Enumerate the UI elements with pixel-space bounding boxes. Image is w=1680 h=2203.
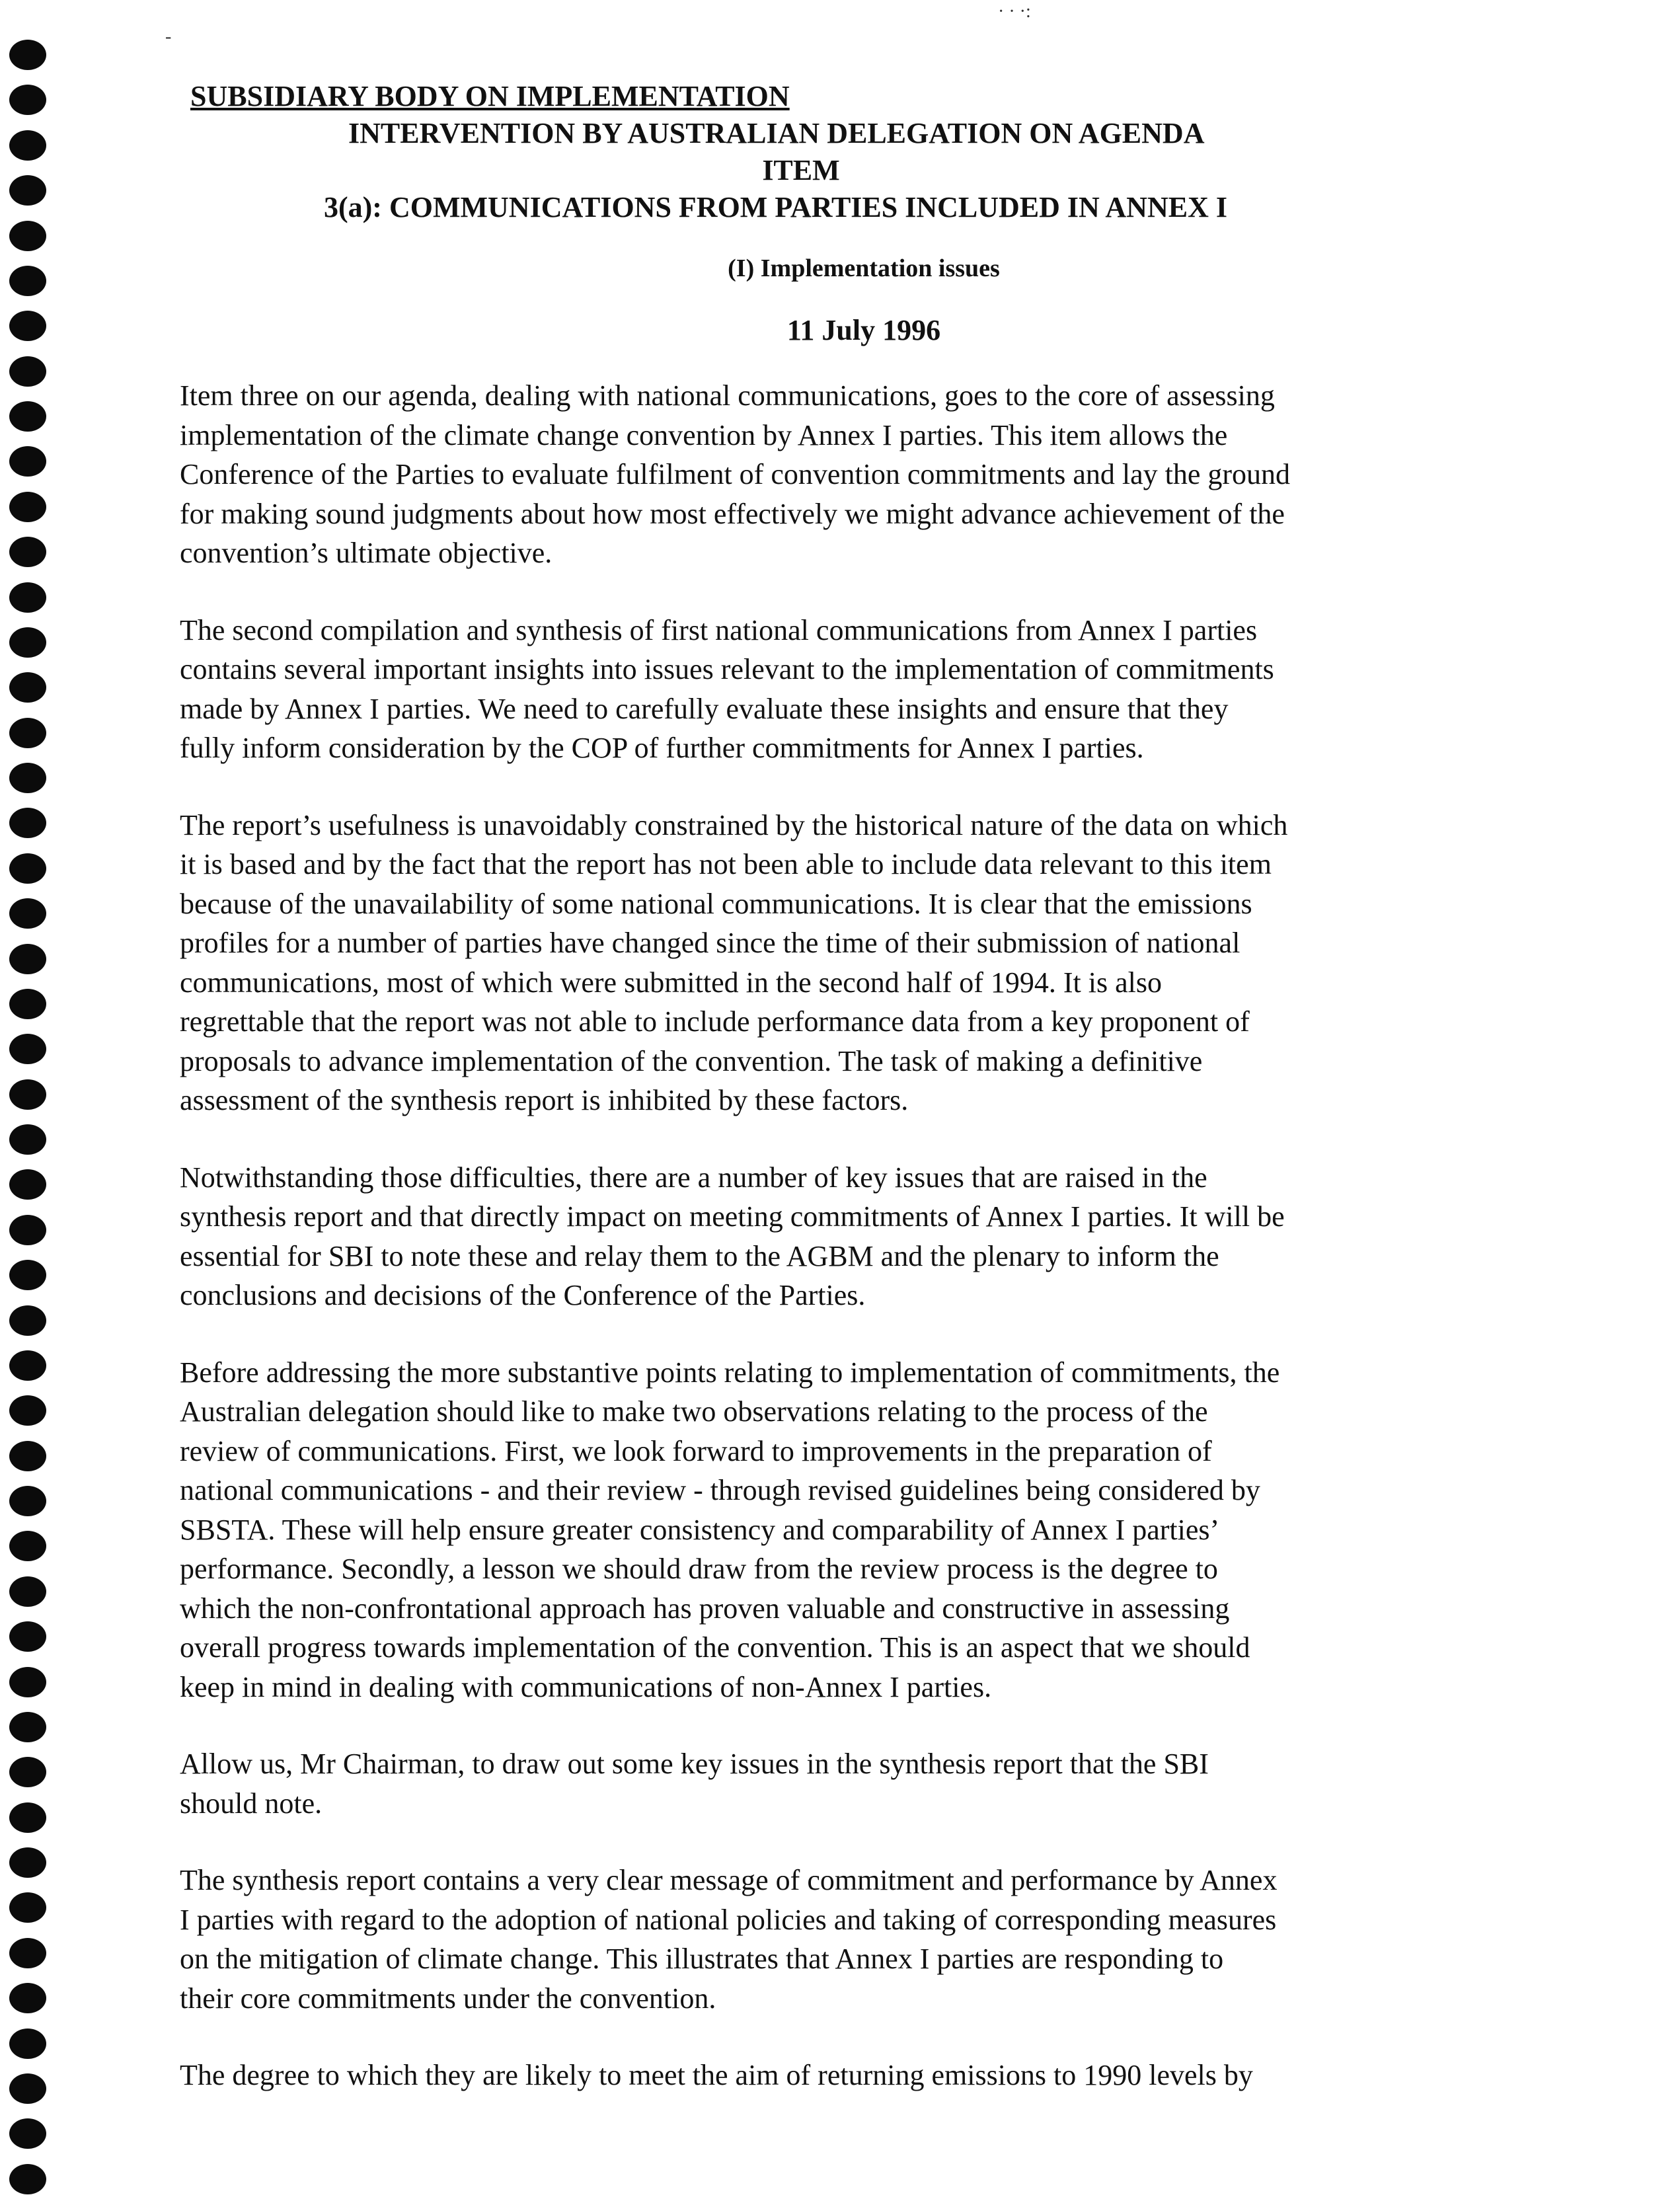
binder-hole [9, 853, 46, 884]
binder-hole [9, 672, 46, 703]
binder-hole [9, 446, 46, 477]
binder-hole [9, 356, 46, 387]
text-line: overall progress towards implementation of the convention. This is an aspect that we should [180, 1631, 1250, 1664]
text-line: on the mitigation of climate change. This illustrates that Annex I parties are responding to [180, 1943, 1224, 1975]
text-line: proposals to advance implementation of the convention. The task of making a definitive [180, 1044, 1203, 1077]
text-line: it is based and by the fact that the report has not been able to include data relevant to this item [180, 848, 1272, 880]
binder-hole [9, 1169, 46, 1200]
text-line: should note. [180, 1787, 323, 1820]
binder-hole [9, 1621, 46, 1652]
binder-holes [9, 40, 52, 2194]
paragraph [180, 1158, 1449, 1315]
text-line: fully inform consideration by the COP of further commitments for Annex I parties. [180, 732, 1144, 764]
text-line: for making sound judgments about how most effectively we might advance achievement of the [180, 497, 1285, 530]
binder-hole [9, 1350, 46, 1381]
text-line: Allow us, Mr Chairman, to draw out some key issues in the synthesis report that the SBI [180, 1748, 1209, 1780]
binder-hole [9, 1486, 46, 1516]
binder-hole [9, 1260, 46, 1290]
text-line: Australian delegation should like to make two observations relating to the process of the [180, 1395, 1208, 1428]
binder-hole [9, 130, 46, 161]
binder-hole [9, 266, 46, 296]
binder-hole [9, 763, 46, 793]
text-line: Conference of the Parties to evaluate fulfilment of convention commitments and lay the ground [180, 458, 1291, 490]
text-line: implementation of the climate change convention by Annex I parties. This item allows the [180, 418, 1228, 451]
paragraph [180, 1353, 1449, 1707]
heading-subsidiary-body: SUBSIDIARY BODY ON IMPLEMENTATION [190, 80, 790, 112]
text-line: communications, most of which were submitted in the second half of 1994. It is also [180, 966, 1162, 999]
binder-hole [9, 2029, 46, 2059]
text-line: Notwithstanding those difficulties, there are a number of key issues that are raised in the [180, 1161, 1207, 1194]
text-line: SBSTA. These will help ensure greater consistency and comparability of Annex I parties’ [180, 1513, 1220, 1546]
text-line: assessment of the synthesis report is inhibited by these factors. [180, 1084, 909, 1116]
text-line: contains several important insights into issues relevant to the implementation of commitments [180, 653, 1274, 685]
binder-hole [9, 1802, 46, 1833]
binder-hole [9, 1667, 46, 1697]
heading-intervention: INTERVENTION BY AUSTRALIAN DELEGATION ON AGENDA [348, 117, 1205, 149]
paragraph [180, 376, 1449, 573]
binder-hole [9, 2164, 46, 2194]
binder-hole [9, 898, 46, 929]
binder-hole [9, 2118, 46, 2149]
binder-hole [9, 1847, 46, 1878]
binder-hole [9, 1124, 46, 1155]
binder-hole [9, 401, 46, 432]
scan-speck: · · ·: [998, 1, 1031, 22]
paragraph [180, 1744, 1449, 1823]
binder-hole [9, 40, 46, 70]
binder-hole [9, 1938, 46, 1968]
binder-hole [9, 1034, 46, 1064]
text-line: because of the unavailability of some national communications. It is clear that the emissions [180, 887, 1252, 920]
text-line: regrettable that the report was not able to include performance data from a key proponent of [180, 1005, 1250, 1038]
binder-hole [9, 582, 46, 613]
binder-hole [9, 492, 46, 522]
text-line: profiles for a number of parties have changed since the time of their submission of national [180, 927, 1241, 959]
document-body [180, 376, 1449, 2095]
text-line: I parties with regard to the adoption of national policies and taking of corresponding measures [180, 1903, 1277, 1936]
binder-hole [9, 175, 46, 206]
paragraph [180, 611, 1449, 768]
binder-hole [9, 627, 46, 658]
binder-hole [9, 1983, 46, 2013]
binder-hole [9, 808, 46, 838]
binder-hole [9, 1757, 46, 1787]
text-line: convention’s ultimate objective. [180, 537, 553, 569]
text-line: which the non-confrontational approach has proven valuable and constructive in assessing [180, 1592, 1230, 1625]
paragraph [180, 1861, 1449, 2018]
text-line: The degree to which they are likely to meet the aim of returning emissions to 1990 levels by [180, 2059, 1253, 2091]
binder-hole [9, 221, 46, 251]
binder-hole [9, 2073, 46, 2104]
binder-hole [9, 944, 46, 974]
binder-hole [9, 1712, 46, 1742]
paragraph [180, 806, 1449, 1120]
heading-item: ITEM [762, 154, 840, 186]
text-line: conclusions and decisions of the Conference of the Parties. [180, 1279, 866, 1311]
text-line: The second compilation and synthesis of first national communications from Annex I parties [180, 613, 1258, 646]
binder-hole [9, 1079, 46, 1110]
binder-hole [9, 1576, 46, 1607]
binder-hole [9, 311, 46, 341]
paragraph [180, 2056, 1449, 2095]
text-line: national communications - and their review - through revised guidelines being considered by [180, 1474, 1260, 1506]
binder-hole [9, 1441, 46, 1471]
text-line: essential for SBI to note these and relay them to the AGBM and the plenary to inform the [180, 1239, 1219, 1272]
document-page [180, 78, 1449, 2133]
binder-hole [9, 1531, 46, 1561]
text-line: keep in mind in dealing with communications of non-Annex I parties. [180, 1670, 992, 1703]
binder-hole [9, 718, 46, 748]
text-line: Item three on our agenda, dealing with national communications, goes to the core of assessing [180, 379, 1275, 412]
text-line: their core commitments under the convention. [180, 1982, 716, 2015]
binder-hole [9, 537, 46, 567]
binder-hole [9, 1892, 46, 1923]
binder-hole [9, 1395, 46, 1426]
document-date: 11 July 1996 [786, 314, 941, 346]
text-line: The report’s usefulness is unavoidably constrained by the historical nature of the data on which [180, 808, 1288, 841]
subtitle: (I) Implementation issues [728, 254, 1000, 282]
text-line: made by Annex I parties. We need to carefully evaluate these insights and ensure that they [180, 692, 1229, 725]
text-line: Before addressing the more substantive points relating to implementation of commitments, the [180, 1356, 1280, 1389]
text-line: synthesis report and that directly impact on meeting commitments of Annex I parties. It will be [180, 1200, 1285, 1233]
binder-hole [9, 1215, 46, 1245]
binder-hole [9, 989, 46, 1019]
text-line: performance. Secondly, a lesson we should draw from the review process is the degree to [180, 1553, 1218, 1585]
binder-hole [9, 85, 46, 115]
scan-speck: - [165, 26, 172, 47]
text-line: The synthesis report contains a very clear message of commitment and performance by Annex [180, 1864, 1278, 1896]
binder-hole [9, 1305, 46, 1336]
text-line: review of communications. First, we look forward to improvements in the preparation of [180, 1434, 1212, 1467]
heading-agenda-item: 3(a): COMMUNICATIONS FROM PARTIES INCLUDED IN ANNEX I [324, 191, 1227, 223]
